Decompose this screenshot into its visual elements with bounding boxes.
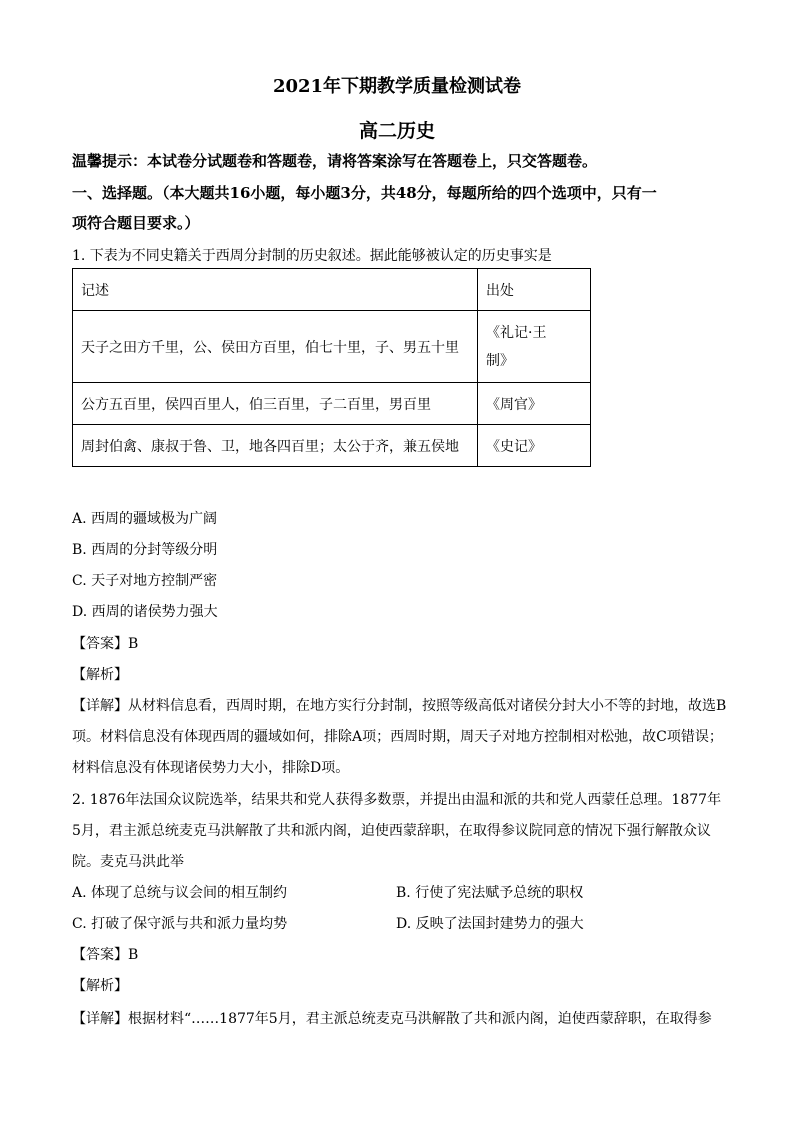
q1-detail-line1: 【详解】从材料信息看，西周时期，在地方实行分封制，按照等级高低对诸侯分封大小不等的封地，故选B xyxy=(72,698,727,714)
table-cell: 周封伯禽、康叔于鲁、卫，地各四百里；太公于齐，兼五侯地 xyxy=(73,425,478,467)
q1-option-b: B. 西周的分封等级分明 xyxy=(72,542,218,558)
q2-option-c: C. 打破了保守派与共和派力量均势 xyxy=(72,916,288,932)
q1-detail-line3: 材料信息没有体现诸侯势力大小，排除D项。 xyxy=(72,760,350,776)
q2-analysis-label: 【解析】 xyxy=(72,978,128,994)
table-cell: 《史记》 xyxy=(478,425,591,467)
q2-detail-line1: 【详解】根据材料“……1877年5月，君主派总统麦克马洪解散了共和派内阁，迫使西蒙辞职，在取得参 xyxy=(72,1011,712,1027)
header-cell: 记述 xyxy=(73,269,478,311)
q1-detail-line2: 项。材料信息没有体现西周的疆域如何，排除A项；西周时期，周天子对地方控制相对松弛，故C项错误； xyxy=(72,729,723,745)
q1-stem: 1. 下表为不同史籍关于西周分封制的历史叙述。据此能够被认定的历史事实是 xyxy=(72,248,552,264)
table-row xyxy=(73,383,591,425)
section-heading-line2: 项符合题目要求。） xyxy=(72,214,200,232)
q2-stem-line3: 院。麦克马洪此举 xyxy=(72,854,184,870)
table-cell xyxy=(478,311,591,383)
q2-answer: 【答案】B xyxy=(72,947,139,963)
section-heading-line1: 一、选择题。（本大题共16小题，每小题3分，共48分，每题所给的四个选项中，只有一 xyxy=(72,184,657,202)
table-row xyxy=(73,425,591,467)
q1-source-table xyxy=(72,268,591,467)
q2-stem-line2: 5月，君主派总统麦克马洪解散了共和派内阁，迫使西蒙辞职，在取得参议院同意的情况下强行解散众议 xyxy=(72,823,711,839)
q1-option-c: C. 天子对地方控制严密 xyxy=(72,573,218,589)
table-cell: 天子之田方千里，公、侯田方百里，伯七十里，子、男五十里 xyxy=(73,311,478,383)
table-cell: 公方五百里，侯四百里人，伯三百里，子二百里，男百里 xyxy=(73,383,478,425)
exam-title: 2021年下期教学质量检测试卷 xyxy=(272,76,522,97)
q1-answer: 【答案】B xyxy=(72,636,139,652)
q2-option-a: A. 体现了总统与议会间的相互制约 xyxy=(72,885,288,901)
subject-title: 高二历史 xyxy=(358,120,435,142)
notice: 温馨提示：本试卷分试题卷和答题卷，请将答案涂写在答题卷上，只交答题卷。 xyxy=(72,152,598,170)
source-line: 《礼记·王 xyxy=(486,324,547,341)
source-line: 制》 xyxy=(486,352,514,369)
q2-stem-line1: 2. 1876年法国众议院选举，结果共和党人获得多数票，并提出由温和派的共和党人西蒙任总理。1877年 xyxy=(72,792,722,808)
table-cell: 《周官》 xyxy=(478,383,591,425)
q2-option-d: D. 反映了法国封建势力的强大 xyxy=(396,916,584,932)
q1-option-d: D. 西周的诸侯势力强大 xyxy=(72,604,218,620)
table-row xyxy=(73,311,591,383)
q1-analysis-label: 【解析】 xyxy=(72,667,128,683)
q1-option-a: A. 西周的疆域极为广阔 xyxy=(72,511,218,527)
header-cell: 出处 xyxy=(478,269,591,311)
table-header-row xyxy=(73,269,591,311)
q2-option-b: B. 行使了宪法赋予总统的职权 xyxy=(396,885,584,901)
